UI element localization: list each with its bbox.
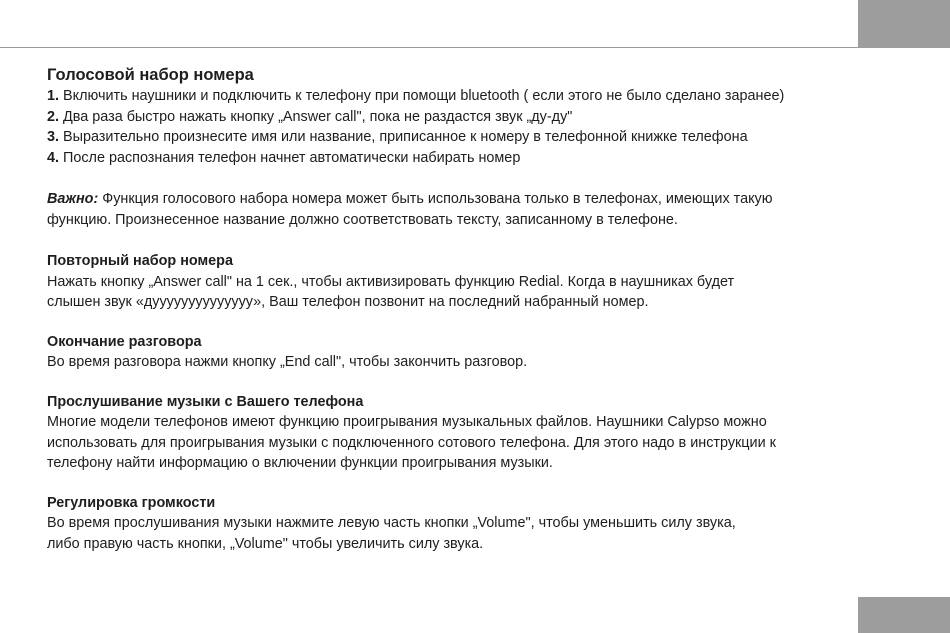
section-text-line: использовать для проигрывания музыки с подключенного сотового телефона. Для этого надо в инструкции к (47, 434, 776, 451)
step-number: 2. (47, 108, 60, 125)
section-text-line: либо правую часть кнопки, „Volume" чтобы увеличить силу звука. (47, 535, 484, 552)
step-text: Два раза быстро нажать кнопку „Answer call", пока не раздастся звук „ду-ду" (63, 108, 573, 125)
section-text-line: Нажать кнопку „Answer call" на 1 сек., чтобы активизировать функцию Redial. Когда в наушниках будет (47, 273, 735, 290)
note-paragraph (47, 189, 887, 210)
section-text-line: Во время прослушивания музыки нажмите левую часть кнопки „Volume", чтобы уменьшить силу звука, (47, 515, 736, 531)
spacer (47, 168, 887, 189)
spacer (47, 230, 887, 251)
spacer (47, 313, 887, 332)
note-text: Функция голосового набора номера может быть использована только в телефонах, имеющих такую (102, 191, 773, 207)
step-text: Выразительно произнесите имя или название, приписанное к номеру в телефонной книжке телефона (63, 129, 748, 145)
step-text: После распознания телефон начнет автоматически набирать номер (63, 149, 521, 166)
step-item (47, 107, 887, 128)
document-body (47, 64, 887, 554)
note-label: Важно: (47, 191, 99, 207)
section-text-line: Многие модели телефонов имеют функцию проигрывания музыкальных файлов. Наушники Calypso можно (47, 414, 767, 430)
page-tab-top (858, 0, 950, 48)
step-text: Включить наушники и подключить к телефону при помощи bluetooth ( если этого не было сделано заранее) (63, 88, 785, 104)
step-item (47, 86, 887, 107)
section-text-line: Во время разговора нажми кнопку „End call", чтобы закончить разговор. (47, 354, 528, 370)
note-text-line: функцию. Произнесенное название должно соответствовать тексту, записанному в телефоне. (47, 211, 678, 228)
step-number: 3. (47, 129, 60, 145)
spacer (47, 373, 887, 392)
section-text-line: слышен звук «дуууууууууууууу», Ваш телефон позвонит на последний набранный номер. (47, 294, 649, 310)
spacer (47, 474, 887, 493)
step-item (47, 148, 887, 169)
section-text-line: телефону найти информацию о включении функции проигрывания музыки. (47, 455, 553, 471)
page-tab-bottom (858, 597, 950, 633)
section-heading-end-call: Окончание разговора (47, 333, 202, 350)
header-rule (0, 47, 858, 48)
section-heading-redial: Повторный набор номера (47, 253, 233, 269)
step-number: 4. (47, 149, 60, 166)
page-title: Голосовой набор номера (47, 66, 254, 84)
section-heading-music: Прослушивание музыки с Вашего телефона (47, 393, 364, 410)
step-item (47, 127, 887, 148)
step-number: 1. (47, 88, 60, 104)
section-heading-volume: Регулировка громкости (47, 494, 216, 511)
